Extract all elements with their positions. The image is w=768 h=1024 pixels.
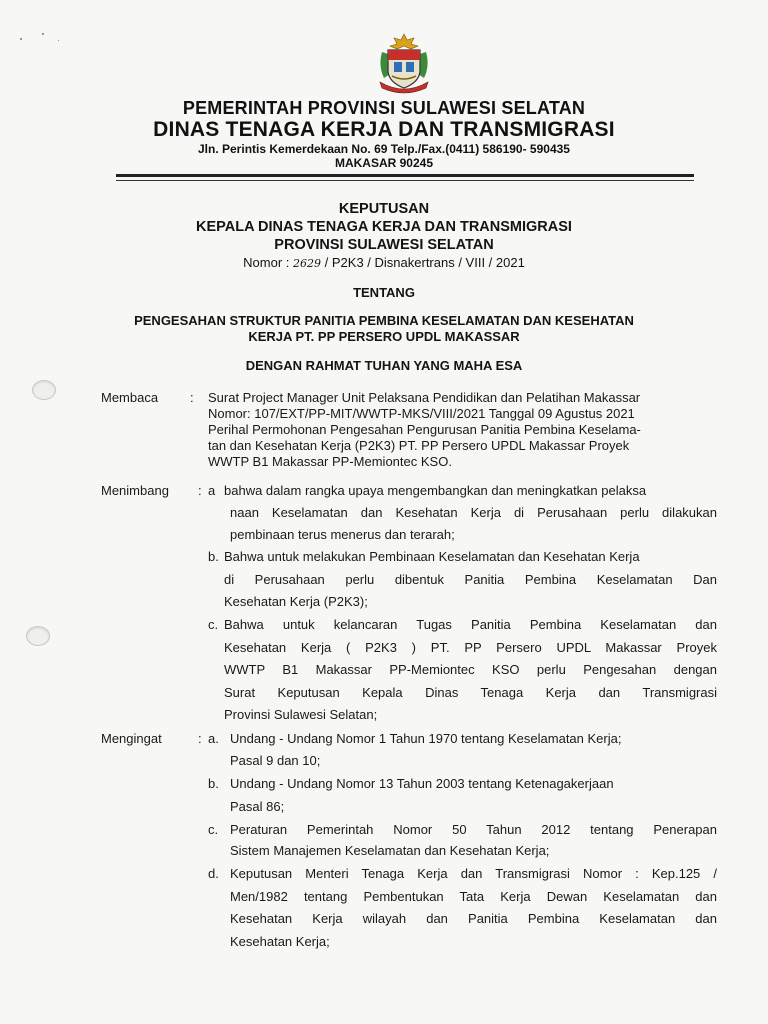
decree-title: KEPUTUSAN [338, 201, 430, 217]
menimbang-b-line: Bahwa untuk melakukan Pembinaan Keselamatan dan Kesehatan Kerja [224, 549, 640, 564]
decree-tentang: TENTANG [353, 285, 415, 300]
menimbang-c-line: Provinsi Sulawesi Selatan; [224, 707, 378, 722]
menimbang-colon: : [198, 483, 202, 498]
menimbang-marker-b: b. [208, 549, 219, 564]
menimbang-a-line: bahwa dalam rangka upaya mengembangkan dan meningkatkan pelaksa [224, 483, 647, 498]
menimbang-marker-a: a [208, 483, 216, 498]
membaca-colon: : [190, 390, 194, 405]
mengingat-marker-b: b. [208, 776, 219, 791]
letterhead-government-line: PEMERINTAH PROVINSI SULAWESI SELATAN [182, 98, 586, 118]
decree-blessing: DENGAN RAHMAT TUHAN YANG MAHA ESA [245, 358, 523, 373]
menimbang-a-line: naan Keselamatan dan Kesehatan Kerja di Perusahaan perlu dilakukan [230, 505, 717, 520]
mengingat-d-line: Kesehatan Kerja; [230, 934, 330, 949]
mengingat-c-line: Peraturan Pemerintah Nomor 50 Tahun 2012 tentang Penerapan [230, 822, 717, 837]
decree-issuer: KEPALA DINAS TENAGA KERJA DAN TRANSMIGRASI [196, 219, 572, 235]
decree-number [0, 255, 768, 270]
letterhead-address: Jln. Perintis Kemerdekaan No. 69 Telp./Fax.(0411) 586190- 590435 [198, 142, 570, 156]
scan-speck [42, 33, 44, 35]
letterhead-divider-thick [116, 174, 694, 177]
mengingat-d-line: Kesehatan Kerja wilayah dan Panitia Pembina Keselamatan dan [230, 911, 717, 926]
membaca-line: tan dan Kesehatan Kerja (P2K3) PT. PP Persero UPDL Makassar Proyek [208, 438, 630, 453]
decree-number-rest: / P2K3 / Disnakertrans / VIII / 2021 [324, 255, 525, 270]
menimbang-c-line: Bahwa untuk kelancaran Tugas Panitia Pembina Keselamatan dan [224, 617, 717, 632]
menimbang-a-line: pembinaan terus menerus dan terarah; [230, 527, 455, 542]
scan-speck [20, 38, 22, 40]
decree-subject-line-2: KERJA PT. PP PERSERO UPDL MAKASSAR [248, 329, 520, 344]
menimbang-b-line: di Perusahaan perlu dibentuk Panitia Pembina Keselamatan Dan [224, 572, 717, 587]
punch-hole-top [32, 380, 56, 400]
membaca-line: Nomor: 107/EXT/PP-MIT/WWTP-MKS/VIII/2021 Tanggal 09 Agustus 2021 [208, 406, 635, 421]
membaca-line: Surat Project Manager Unit Pelaksana Pendidikan dan Pelatihan Makassar [208, 390, 641, 405]
menimbang-b-line: Kesehatan Kerja (P2K3); [224, 594, 368, 609]
membaca-line: WWTP B1 Makassar PP-Memiontec KSO. [208, 454, 452, 469]
provincial-coat-of-arms-icon [372, 30, 436, 94]
letterhead-city: MAKASAR 90245 [334, 156, 434, 170]
menimbang-marker-c: c. [208, 617, 219, 632]
membaca-label: Membaca [101, 390, 159, 405]
decree-number-handwritten: 2629 [293, 257, 322, 270]
menimbang-c-line: Kesehatan Kerja ( P2K3 ) PT. PP Persero UPDL Makassar Proyek [224, 640, 717, 655]
mengingat-marker-c: c. [208, 822, 219, 837]
mengingat-d-line: Men/1982 tentang Pembentukan Tata Kerja Dewan Keselamatan dan [230, 889, 717, 904]
mengingat-label: Mengingat [101, 731, 162, 746]
mengingat-marker-d: d. [208, 866, 219, 881]
menimbang-c-line: WWTP B1 Makassar PP-Memiontec KSO perlu Pengesahan dengan [224, 662, 717, 677]
decree-subject-line-1: PENGESAHAN STRUKTUR PANITIA PEMBINA KESELAMATAN DAN KESEHATAN [134, 313, 634, 328]
punch-hole-bottom [26, 626, 50, 646]
letterhead-divider-thin [116, 180, 694, 181]
mengingat-marker-a: a. [208, 731, 219, 746]
letterhead-agency-line: DINAS TENAGA KERJA DAN TRANSMIGRASI [153, 118, 615, 141]
mengingat-b-line: Undang - Undang Nomor 13 Tahun 2003 tentang Ketenagakerjaan [230, 776, 614, 791]
decree-province: PROVINSI SULAWESI SELATAN [274, 237, 494, 253]
mengingat-c-line: Sistem Manajemen Keselamatan dan Kesehatan Kerja; [230, 843, 550, 858]
scan-speck [58, 40, 59, 41]
mengingat-d-line: Keputusan Menteri Tenaga Kerja dan Transmigrasi Nomor : Kep.125 / [230, 866, 717, 881]
mengingat-a-line: Undang - Undang Nomor 1 Tahun 1970 tentang Keselamatan Kerja; [230, 731, 622, 746]
mengingat-a-line: Pasal 9 dan 10; [230, 753, 321, 768]
decree-number-label: Nomor : [243, 255, 290, 270]
mengingat-colon: : [198, 731, 202, 746]
membaca-line: Perihal Permohonan Pengesahan Pengurusan Panitia Pembina Keselama- [208, 422, 641, 437]
mengingat-b-line: Pasal 86; [230, 799, 285, 814]
menimbang-label: Menimbang [101, 483, 169, 498]
menimbang-c-line: Surat Keputusan Kepala Dinas Tenaga Kerja dan Transmigrasi [224, 685, 717, 700]
